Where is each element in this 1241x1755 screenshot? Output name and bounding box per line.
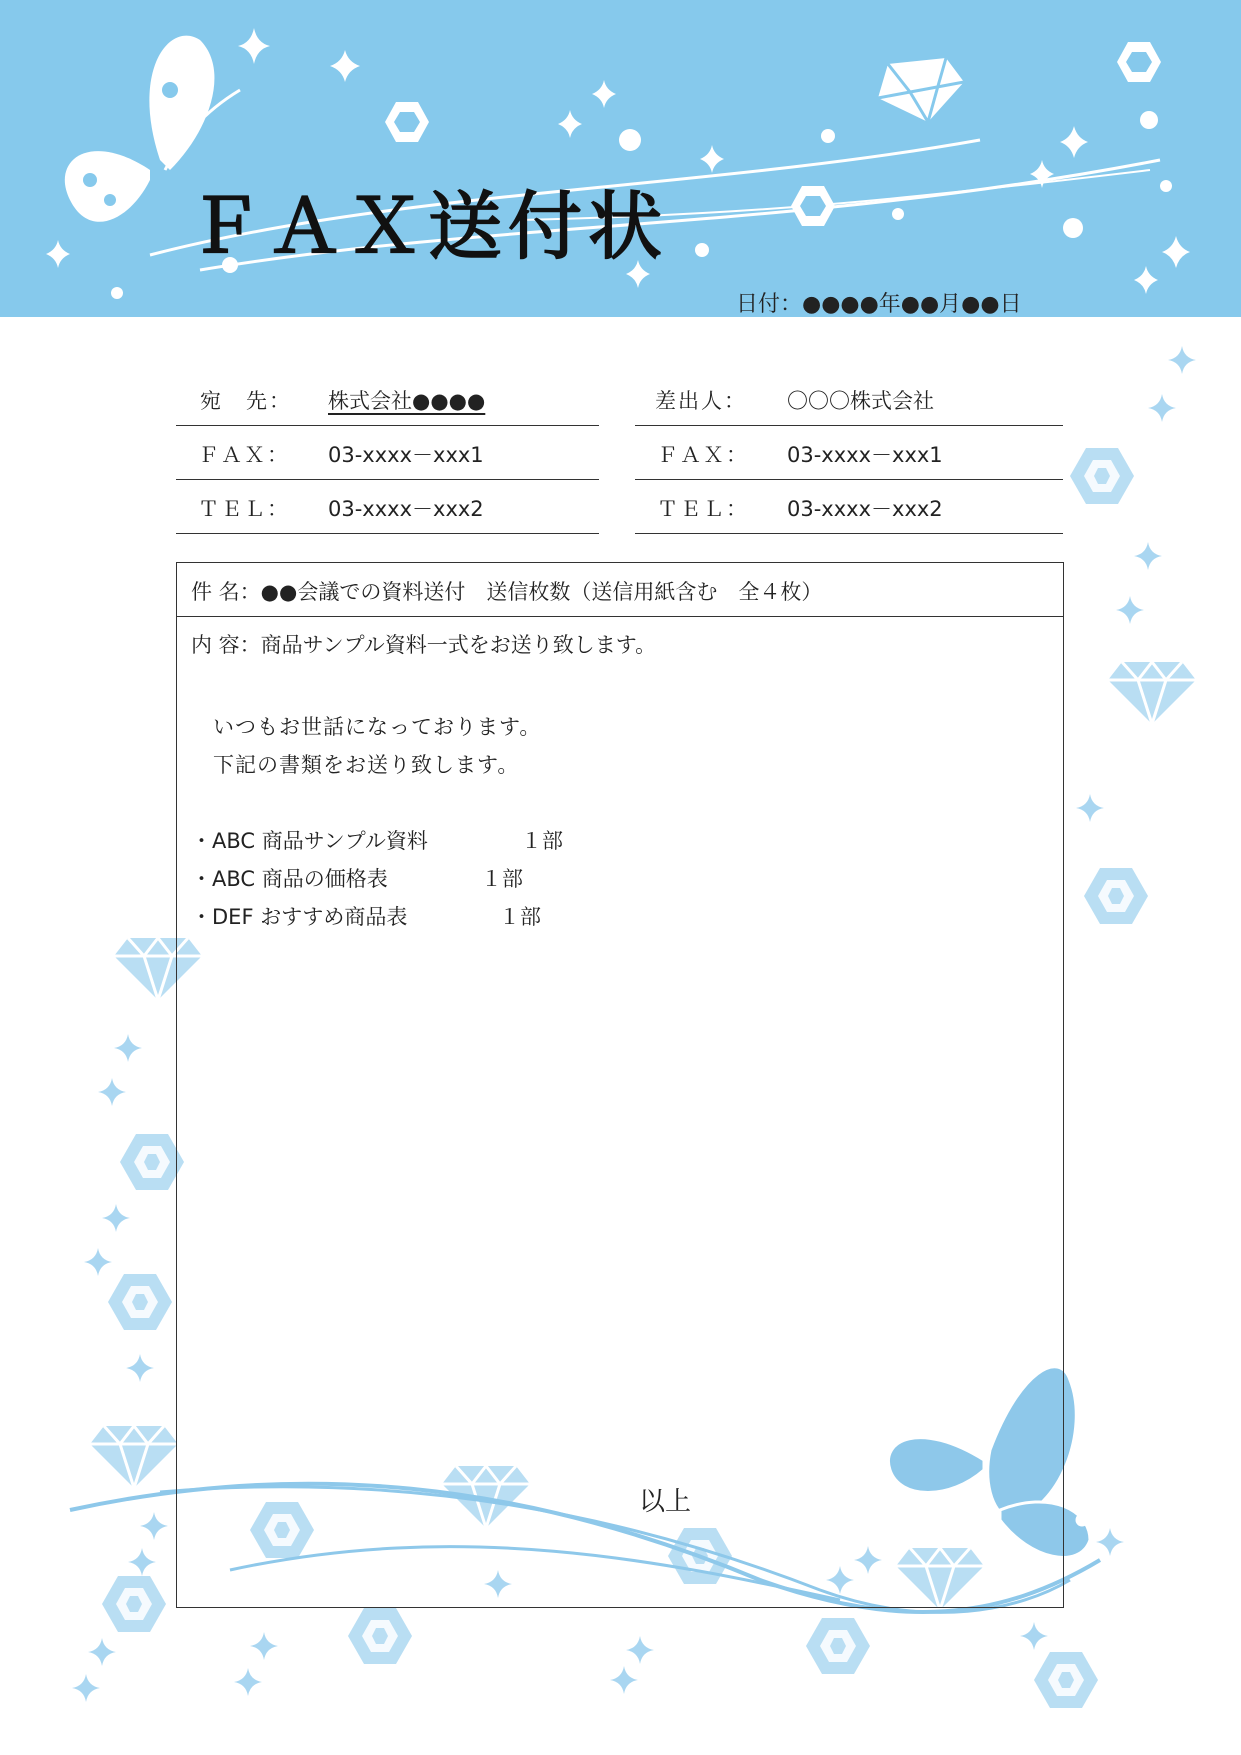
sender-fax-row	[635, 426, 1063, 480]
recipient-fax-row	[176, 426, 599, 480]
item-name: ・ABC 商品の価格表	[191, 867, 388, 891]
content-text: 内 容：商品サンプル資料一式をお送り致します。	[191, 633, 657, 657]
recipient-tel-value: 03-xxxx－xxx2	[328, 497, 484, 521]
date-line: 日付：●●●●年●●月●●日	[736, 292, 1022, 317]
greeting-line-2: 下記の書類をお送り致します。	[213, 753, 520, 777]
closing-text: 以上	[639, 1487, 692, 1517]
sender-fax-label: ＦＡＸ：	[657, 443, 749, 467]
sender-table	[635, 372, 1063, 534]
from-value: 〇〇〇株式会社	[787, 389, 934, 413]
greeting-line-1: いつもお世話になっております。	[213, 715, 542, 739]
sender-from-row	[635, 372, 1063, 426]
list-item	[191, 825, 563, 855]
item-qty: １部	[481, 867, 523, 891]
from-label: 差出人：	[655, 389, 747, 413]
page-title: ＦＡＸ送付状	[188, 184, 668, 270]
message-box	[176, 562, 1064, 1608]
sender-tel-label: ＴＥＬ：	[657, 497, 749, 521]
sender-tel-value: 03-xxxx－xxx2	[787, 497, 943, 521]
recipient-fax-value: 03-xxxx－xxx1	[328, 443, 484, 467]
recipient-to-row	[176, 372, 599, 426]
item-name: ・ABC 商品サンプル資料	[191, 829, 428, 853]
list-item	[191, 863, 523, 893]
subject-text: 件 名：●●会議での資料送付 送信枚数（送信用紙含む 全４枚）	[191, 580, 823, 604]
subject-row	[177, 563, 1063, 617]
item-name: ・DEF おすすめ商品表	[191, 905, 408, 929]
recipient-fax-label: ＦＡＸ：	[198, 443, 290, 467]
recipient-table	[176, 372, 599, 534]
recipient-tel-label: ＴＥＬ：	[198, 497, 290, 521]
to-value: 株式会社●●●●	[328, 389, 486, 413]
to-label: 宛 先：	[200, 389, 292, 413]
header-banner	[0, 0, 1241, 317]
sender-fax-value: 03-xxxx－xxx1	[787, 443, 943, 467]
sender-tel-row	[635, 480, 1063, 534]
recipient-tel-row	[176, 480, 599, 534]
item-qty: １部	[499, 905, 541, 929]
list-item	[191, 901, 541, 931]
item-qty: １部	[521, 829, 563, 853]
